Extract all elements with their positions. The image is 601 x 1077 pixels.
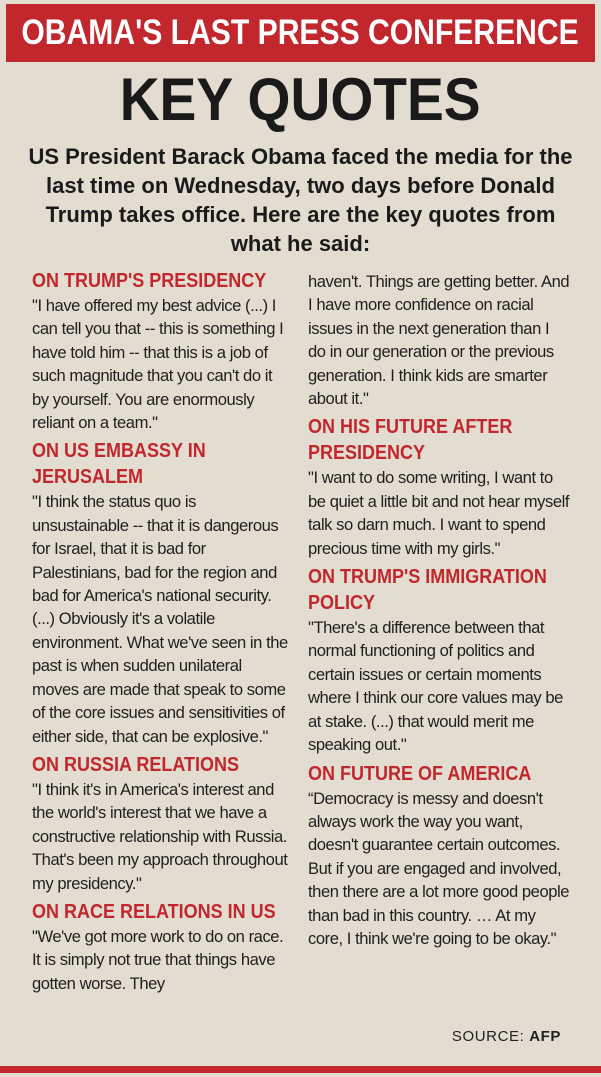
section-heading-trump-presidency: ON TRUMP'S PRESIDENCY	[32, 270, 267, 292]
section-heading-immigration: ON TRUMP'S IMMIGRATION POLICY	[308, 566, 547, 615]
section-heading-race: ON RACE RELATIONS IN US	[32, 900, 276, 923]
quote-race-part2: haven't. Things are getting better. And I have more confidence on racial issues in the next generation than I do in our generation or the previous generation. I think kids are smarter about it."	[308, 272, 570, 409]
intro-text: US President Barack Obama faced the media for the last time on Wednesday, two days before Donald Trump takes office. Here are the key quotes from what he said:	[28, 144, 573, 256]
quote-embassy: "I think the status quo is unsustainable -- that it is dangerous for Israel, that it is bad for Palestinians, bad for the region and bad for America's national security. (...) Obviously it's a volatile environment. What we've seen in the past is when sudden unilateral moves are made that speak to some of the core issues and sensitivities of either side, that can be explosive."	[32, 492, 288, 746]
quote-trump-presidency: "I have offered my best advice (...) I can tell you that -- this is something I have told him -- that this is a job of such magnitude that you can't do it by yourself. You are enormously reliant on a team."	[32, 296, 284, 433]
banner-title: OBAMA'S LAST PRESS CONFERENCE	[21, 13, 580, 52]
section-heading-russia: ON RUSSIA RELATIONS	[32, 753, 240, 776]
section-heading-future: ON HIS FUTURE AFTER PRESIDENCY	[308, 416, 513, 465]
source-name: AFP	[529, 1028, 561, 1045]
source-credit	[452, 1028, 561, 1045]
section-heading-embassy: ON US EMBASSY IN JERUSALEM	[32, 440, 206, 489]
section-heading-america: ON FUTURE OF AMERICA	[308, 762, 532, 785]
bottom-rule	[0, 1066, 601, 1073]
quote-america: “Democracy is messy and doesn't always work the way you want, doesn't guarantee certain outcomes. But if you are engaged and involved, then there are a lot more good people than bad in this country. … At my core, I think we're going to be okay."	[308, 788, 570, 948]
right-column	[308, 270, 570, 954]
source-label: SOURCE:	[451, 1028, 525, 1045]
page-headline: KEY QUOTES	[120, 66, 481, 133]
quote-immigration: "There's a difference between that normal functioning of politics and certain issues or certain moments where I think our core values may be at stake. (...) that would merit me speaking out."	[308, 618, 563, 755]
quote-russia: "I think it's in America's interest and the world's interest that we have a constructive relationship with Russia. That's been my approach throughout my presidency."	[32, 779, 288, 893]
quote-future: "I want to do some writing, I want to be quiet a little bit and not hear myself talk so darn much. I want to spend precious time with my girls."	[308, 468, 570, 558]
quote-race-part1: "We've got more work to do on race. It is simply not true that things have gotten worse. They	[32, 926, 284, 993]
left-column	[32, 268, 290, 999]
